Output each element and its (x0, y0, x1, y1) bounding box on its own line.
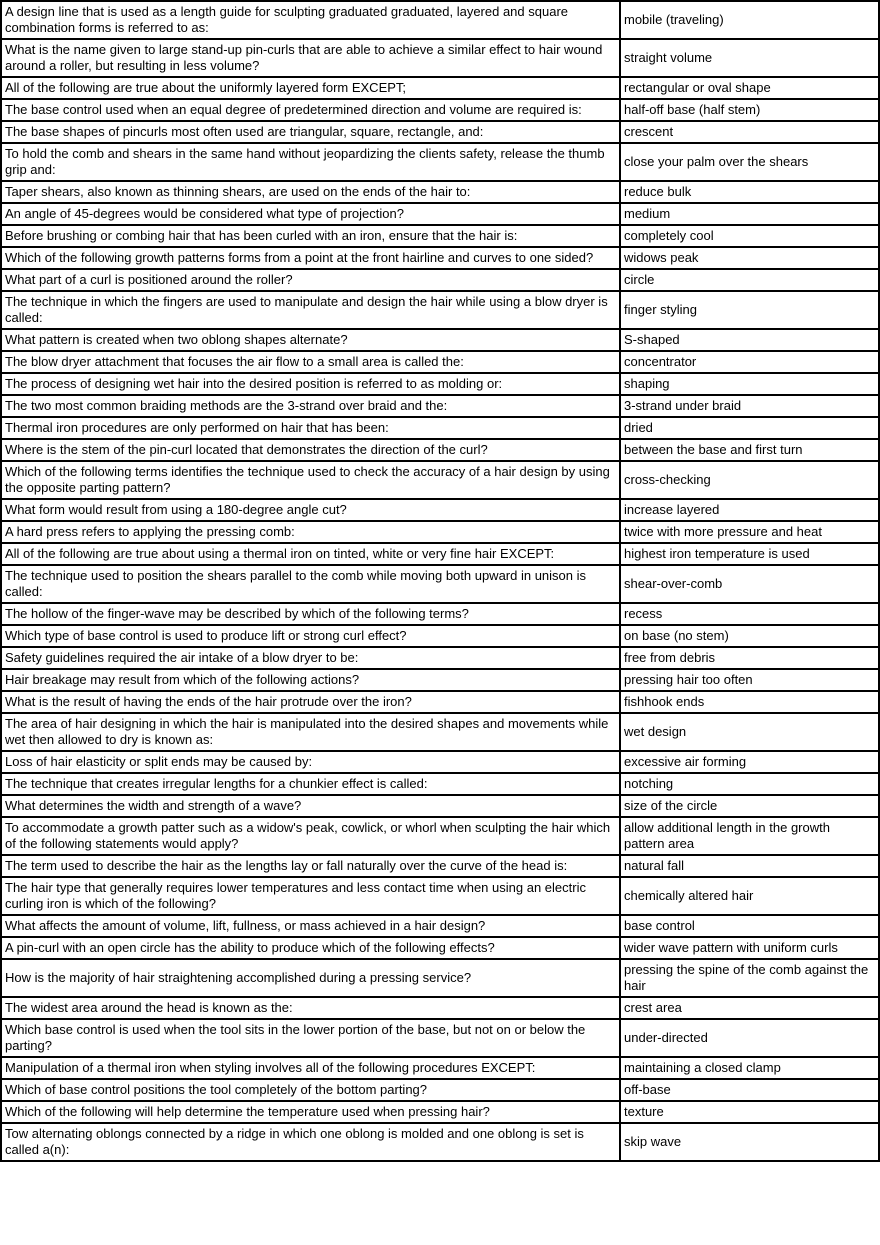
question-cell: An angle of 45-degrees would be considered what type of projection? (1, 203, 620, 225)
question-cell: What pattern is created when two oblong shapes alternate? (1, 329, 620, 351)
table-row (1, 291, 879, 329)
table-row (1, 373, 879, 395)
question-cell: The hair type that generally requires lower temperatures and less contact time when using an electric curling iron is which of the following? (1, 877, 620, 915)
answer-cell: 3-strand under braid (620, 395, 879, 417)
question-cell: What affects the amount of volume, lift, fullness, or mass achieved in a hair design? (1, 915, 620, 937)
table-row (1, 937, 879, 959)
table-row (1, 439, 879, 461)
answer-cell: under-directed (620, 1019, 879, 1057)
question-cell: What is the result of having the ends of the hair protrude over the iron? (1, 691, 620, 713)
answer-cell: maintaining a closed clamp (620, 1057, 879, 1079)
table-row (1, 959, 879, 997)
table-row (1, 39, 879, 77)
question-cell: The widest area around the head is known as the: (1, 997, 620, 1019)
answer-cell: natural fall (620, 855, 879, 877)
table-row (1, 543, 879, 565)
question-cell: A pin-curl with an open circle has the ability to produce which of the following effects? (1, 937, 620, 959)
question-cell: What determines the width and strength of a wave? (1, 795, 620, 817)
table-row (1, 247, 879, 269)
table-row (1, 855, 879, 877)
question-cell: Which base control is used when the tool sits in the lower portion of the base, but not on or below the parting? (1, 1019, 620, 1057)
table-row (1, 647, 879, 669)
answer-cell: pressing the spine of the comb against the hair (620, 959, 879, 997)
table-row (1, 351, 879, 373)
answer-cell: twice with more pressure and heat (620, 521, 879, 543)
answer-cell: between the base and first turn (620, 439, 879, 461)
question-cell: How is the majority of hair straightening accomplished during a pressing service? (1, 959, 620, 997)
table-row (1, 691, 879, 713)
answer-cell: close your palm over the shears (620, 143, 879, 181)
question-cell: Safety guidelines required the air intake of a blow dryer to be: (1, 647, 620, 669)
answer-cell: wider wave pattern with uniform curls (620, 937, 879, 959)
question-cell: The area of hair designing in which the hair is manipulated into the desired shapes and movements while wet then allowed to dry is known as: (1, 713, 620, 751)
question-cell: The technique in which the fingers are used to manipulate and design the hair while using a blow dryer is called: (1, 291, 620, 329)
answer-cell: circle (620, 269, 879, 291)
answer-cell: widows peak (620, 247, 879, 269)
answer-cell: excessive air forming (620, 751, 879, 773)
question-cell: The hollow of the finger-wave may be described by which of the following terms? (1, 603, 620, 625)
table-row (1, 817, 879, 855)
answer-cell: fishhook ends (620, 691, 879, 713)
table-row (1, 181, 879, 203)
table-row (1, 603, 879, 625)
question-cell: Hair breakage may result from which of the following actions? (1, 669, 620, 691)
table-row (1, 773, 879, 795)
question-cell: The term used to describe the hair as the lengths lay or fall naturally over the curve of the head is: (1, 855, 620, 877)
question-cell: Which of the following growth patterns forms from a point at the front hairline and curves to one sided? (1, 247, 620, 269)
question-cell: The technique used to position the shears parallel to the comb while moving both upward in unison is called: (1, 565, 620, 603)
table-row (1, 417, 879, 439)
answer-cell: medium (620, 203, 879, 225)
table-row (1, 1101, 879, 1123)
answer-cell: S-shaped (620, 329, 879, 351)
question-cell: Which type of base control is used to produce lift or strong curl effect? (1, 625, 620, 647)
answer-cell: crescent (620, 121, 879, 143)
question-cell: The two most common braiding methods are the 3-strand over braid and the: (1, 395, 620, 417)
answer-cell: dried (620, 417, 879, 439)
question-cell: Thermal iron procedures are only performed on hair that has been: (1, 417, 620, 439)
answer-cell: shaping (620, 373, 879, 395)
answer-cell: wet design (620, 713, 879, 751)
table-row (1, 395, 879, 417)
question-cell: The blow dryer attachment that focuses the air flow to a small area is called the: (1, 351, 620, 373)
question-cell: What is the name given to large stand-up pin-curls that are able to achieve a similar effect to hair wound around a roller, but resulting in less volume? (1, 39, 620, 77)
table-row (1, 77, 879, 99)
table-row (1, 795, 879, 817)
answer-cell: highest iron temperature is used (620, 543, 879, 565)
qa-table-body (1, 1, 879, 1161)
question-cell: The base control used when an equal degree of predetermined direction and volume are required is: (1, 99, 620, 121)
answer-cell: straight volume (620, 39, 879, 77)
question-cell: What form would result from using a 180-degree angle cut? (1, 499, 620, 521)
table-row (1, 461, 879, 499)
table-row (1, 877, 879, 915)
question-cell: The base shapes of pincurls most often used are triangular, square, rectangle, and: (1, 121, 620, 143)
question-cell: All of the following are true about using a thermal iron on tinted, white or very fine hair EXCEPT: (1, 543, 620, 565)
question-cell: Which of the following terms identifies the technique used to check the accuracy of a hair design by using the opposite parting pattern? (1, 461, 620, 499)
answer-cell: shear-over-comb (620, 565, 879, 603)
question-cell: What part of a curl is positioned around the roller? (1, 269, 620, 291)
table-row (1, 915, 879, 937)
question-cell: Tow alternating oblongs connected by a ridge in which one oblong is molded and one oblong is set is called a(n): (1, 1123, 620, 1161)
table-row (1, 203, 879, 225)
answer-cell: skip wave (620, 1123, 879, 1161)
question-cell: Loss of hair elasticity or split ends may be caused by: (1, 751, 620, 773)
question-cell: Manipulation of a thermal iron when styling involves all of the following procedures EXCEPT: (1, 1057, 620, 1079)
answer-cell: chemically altered hair (620, 877, 879, 915)
answer-cell: allow additional length in the growth pattern area (620, 817, 879, 855)
answer-cell: finger styling (620, 291, 879, 329)
question-cell: To hold the comb and shears in the same hand without jeopardizing the clients safety, release the thumb grip and: (1, 143, 620, 181)
answer-cell: completely cool (620, 225, 879, 247)
question-cell: Where is the stem of the pin-curl located that demonstrates the direction of the curl? (1, 439, 620, 461)
table-row (1, 713, 879, 751)
table-row (1, 625, 879, 647)
question-cell: Which of the following will help determine the temperature used when pressing hair? (1, 1101, 620, 1123)
answer-cell: free from debris (620, 647, 879, 669)
table-row (1, 269, 879, 291)
answer-cell: reduce bulk (620, 181, 879, 203)
table-row (1, 1123, 879, 1161)
answer-cell: pressing hair too often (620, 669, 879, 691)
question-cell: A design line that is used as a length guide for sculpting graduated graduated, layered and square combination forms is referred to as: (1, 1, 620, 39)
table-row (1, 1079, 879, 1101)
table-row (1, 121, 879, 143)
table-row (1, 669, 879, 691)
table-row (1, 225, 879, 247)
table-row (1, 521, 879, 543)
answer-cell: on base (no stem) (620, 625, 879, 647)
answer-cell: increase layered (620, 499, 879, 521)
table-row (1, 1019, 879, 1057)
question-cell: Which of base control positions the tool completely of the bottom parting? (1, 1079, 620, 1101)
answer-cell: off-base (620, 1079, 879, 1101)
answer-cell: crest area (620, 997, 879, 1019)
table-row (1, 751, 879, 773)
answer-cell: recess (620, 603, 879, 625)
question-cell: The process of designing wet hair into the desired position is referred to as molding or: (1, 373, 620, 395)
answer-cell: base control (620, 915, 879, 937)
answer-cell: mobile (traveling) (620, 1, 879, 39)
answer-cell: texture (620, 1101, 879, 1123)
table-row (1, 1057, 879, 1079)
answer-cell: concentrator (620, 351, 879, 373)
table-row (1, 143, 879, 181)
question-cell: Taper shears, also known as thinning shears, are used on the ends of the hair to: (1, 181, 620, 203)
answer-cell: size of the circle (620, 795, 879, 817)
table-row (1, 329, 879, 351)
question-cell: To accommodate a growth patter such as a widow's peak, cowlick, or whorl when sculpting the hair which of the following statements would apply? (1, 817, 620, 855)
question-cell: Before brushing or combing hair that has been curled with an iron, ensure that the hair is: (1, 225, 620, 247)
question-cell: All of the following are true about the uniformly layered form EXCEPT; (1, 77, 620, 99)
table-row (1, 499, 879, 521)
answer-cell: cross-checking (620, 461, 879, 499)
table-row (1, 99, 879, 121)
answer-cell: rectangular or oval shape (620, 77, 879, 99)
table-row (1, 565, 879, 603)
answer-cell: notching (620, 773, 879, 795)
table-row (1, 1, 879, 39)
question-cell: The technique that creates irregular lengths for a chunkier effect is called: (1, 773, 620, 795)
answer-cell: half-off base (half stem) (620, 99, 879, 121)
table-row (1, 997, 879, 1019)
question-cell: A hard press refers to applying the pressing comb: (1, 521, 620, 543)
